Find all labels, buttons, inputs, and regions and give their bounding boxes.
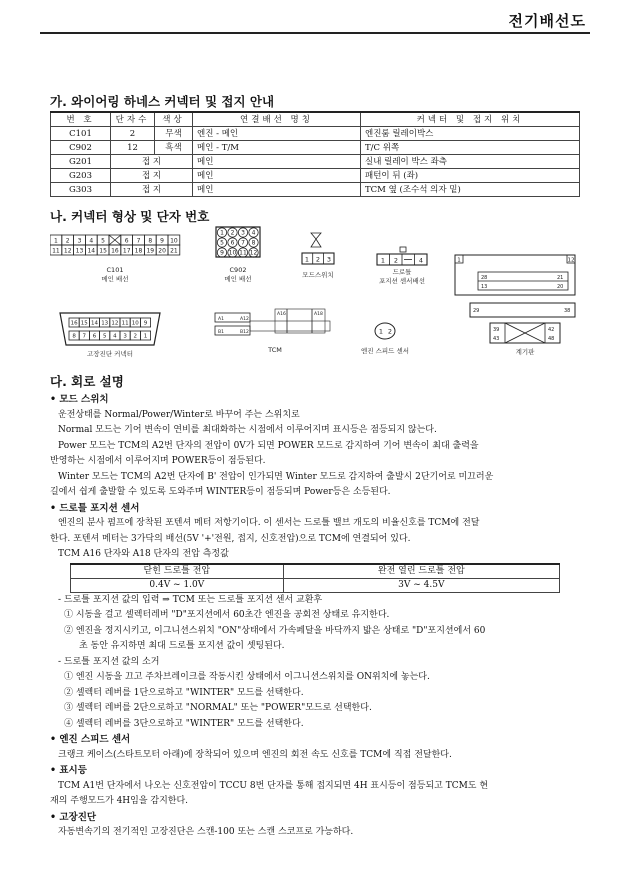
- tcm-pin: A12: [240, 317, 249, 322]
- tps-pin: 2: [393, 256, 399, 265]
- cell-color: 흑색: [155, 141, 193, 155]
- diag-pin: 2: [133, 333, 138, 340]
- cell-ground: 접 지: [111, 183, 193, 197]
- pcb-pin: 13: [481, 284, 488, 290]
- cell-number: G303: [51, 183, 111, 197]
- cell-ground: 접 지: [111, 155, 193, 169]
- table-row: [51, 141, 580, 155]
- cluster-pin: 38: [564, 308, 571, 314]
- cell-number: G201: [51, 155, 111, 169]
- throttle-heading: • 드로틀 포지션 센서: [50, 502, 140, 514]
- pcb-pin: 20: [557, 284, 564, 290]
- speed-pin: 1: [378, 327, 384, 336]
- c101-pin: 15: [99, 247, 107, 255]
- c101-pin: 1: [53, 237, 58, 245]
- paragraph-line: 크랭크 케이스(스타트모터 아래)에 장착되어 있으며 엔진의 회전 속도 신호를 TCM에 직접 전달한다.: [58, 749, 452, 760]
- tps-label: 드로틀: [392, 268, 412, 276]
- diag-pin: 3: [123, 333, 127, 340]
- cell-location: 실내 릴레이 박스 좌측: [361, 155, 580, 169]
- paragraph-line: 자동변속기의 전기적인 고장진단은 스캔-100 또는 스캔 스코프로 가능하다.: [58, 827, 354, 837]
- throttle-voltage-table: [70, 563, 560, 593]
- cluster-label: 계기판: [515, 348, 535, 356]
- tcm-pin: A16: [277, 312, 286, 317]
- cell-harness: 메인: [193, 155, 361, 169]
- cell-ground: 접 지: [111, 169, 193, 183]
- cell-location: T/C 위쪽: [361, 141, 580, 155]
- cluster-pin: 39: [493, 327, 500, 333]
- paragraph-line: 운전상태를 Normal/Power/Winter로 바꾸어 주는 스위치로: [58, 409, 300, 420]
- c101-pin: 8: [148, 237, 153, 245]
- mode-pin: 2: [315, 255, 321, 264]
- diag-pin: 13: [101, 320, 109, 327]
- cell-location: TCM 옆 (조수석 의자 밑): [361, 183, 580, 197]
- c902-pin: 5: [220, 239, 224, 247]
- c902-sublabel: 메인 배선: [224, 275, 252, 283]
- mode-pin: 3: [326, 255, 332, 264]
- indicator-heading: • 표시등: [50, 765, 87, 776]
- c101-pin: 13: [75, 247, 84, 255]
- connector-cluster-bottom: [470, 303, 575, 356]
- tcm-pin: B12: [240, 330, 249, 335]
- c902-pin: 4: [251, 229, 256, 237]
- cell-number: G203: [51, 169, 111, 183]
- c902-label: C902: [229, 266, 247, 274]
- connector-c101: [50, 235, 180, 283]
- c101-pin: 19: [146, 247, 155, 255]
- paragraph-line: ③ 셀렉터 레버를 2단으로하고 "NORMAL" 또는 "POWER"모드로 선택한다.: [64, 703, 372, 713]
- cell-pins: 2: [111, 127, 155, 141]
- diag-pin: 11: [121, 320, 129, 327]
- speed-pin: 2: [387, 327, 393, 336]
- mode-switch-label: 모드스위치: [302, 271, 334, 279]
- cell-location: 엔진룸 릴레이박스: [361, 127, 580, 141]
- paragraph-line: 초 동안 유지하면 최대 드로틀 포지션 값이 셋팅된다.: [79, 641, 285, 651]
- cluster-pin: 42: [548, 327, 555, 333]
- speed-sensor-label: 엔진 스피드 센서: [360, 347, 410, 355]
- paragraph-line: - 드로틀 포지션 값의 소거: [58, 656, 160, 667]
- tcm-label: TCM: [268, 346, 282, 354]
- c902-pin: 6: [230, 239, 235, 247]
- diag-pin: 4: [113, 333, 117, 340]
- paragraph-line: Power 모드는 TCM의 A2번 단자의 전압이 0V가 되면 POWER 모드로 감지하여 기어 변속이 최대 출력을: [58, 440, 479, 451]
- tcm-pin: A1: [218, 317, 224, 322]
- c902-pin: 8: [251, 239, 256, 247]
- col-color: 색상: [155, 112, 193, 127]
- tps-pin: 1: [380, 256, 386, 265]
- col-closed-voltage: 닫힌 드로틀 전압: [71, 564, 284, 579]
- diag-pin: 5: [102, 333, 107, 340]
- diag-pin: 14: [91, 320, 98, 327]
- diag-pin: 1: [143, 333, 148, 340]
- c101-pin: 6: [124, 237, 129, 245]
- section-ga-title: 가. 와이어링 하네스 커넥터 및 접지 안내: [50, 94, 275, 109]
- diag-label: 고장진단 커넥터: [86, 350, 134, 358]
- connector-throttle-sensor: [377, 247, 427, 285]
- c902-pin: 10: [228, 249, 237, 257]
- paragraph-line: ④ 셀렉터 레버를 3단으로하고 "WINTER" 모드를 선택한다.: [64, 718, 304, 729]
- paragraph-line: TCM A1번 단자에서 나오는 신호전압이 TCCU 8번 단자를 통해 접지되면 4H 표시등이 점등되고 TCM도 현: [58, 780, 489, 791]
- cell-harness: 메인 - T/M: [193, 141, 361, 155]
- c101-pin: 10: [170, 237, 178, 245]
- c101-pin: 20: [158, 247, 166, 255]
- col-location: 커넥터 및 접지 위치: [361, 112, 580, 127]
- c101-pin: 9: [160, 237, 165, 245]
- table-header-row: [51, 112, 580, 127]
- pcb-pin: 21: [557, 275, 564, 281]
- c101-pin: 5: [101, 237, 106, 245]
- table-row: [71, 578, 560, 592]
- c101-pin: 14: [87, 247, 96, 255]
- cell-location: 패턴이 뒤 (좌): [361, 169, 580, 183]
- paragraph-line: 반영하는 시점에서 이루어지며 POWER등이 점등된다.: [50, 456, 266, 466]
- diagnosis-heading: • 고장진단: [50, 811, 97, 823]
- c101-pin: 16: [111, 247, 119, 255]
- c902-pin: 3: [241, 229, 245, 237]
- c902-pin: 12: [249, 249, 258, 257]
- c902-pin: 11: [239, 249, 247, 257]
- diag-pin: 12: [111, 320, 119, 327]
- connector-cluster-top: [455, 255, 575, 295]
- closed-voltage-value: 0.4V ~ 1.0V: [71, 578, 284, 592]
- c902-pin: 7: [241, 239, 245, 247]
- c101-pin: 12: [63, 247, 72, 255]
- cell-pins: 12: [111, 141, 155, 155]
- connector-speed-sensor: [361, 323, 409, 355]
- c902-pin: 2: [230, 229, 235, 237]
- paragraph-line: TCM A16 단자와 A18 단자의 전압 측정값: [58, 549, 229, 559]
- diag-pin: 15: [80, 320, 88, 327]
- table-row: [51, 183, 580, 197]
- paragraph-line: 엔진의 분사 펌프에 장착된 포텐셔 메터 저항기이다. 이 센서는 드로틀 밸브 개도의 비율신호를 TCM에 전달: [58, 518, 480, 528]
- circuit-description: [50, 392, 580, 841]
- diag-pin: 9: [143, 320, 148, 327]
- pcb-pin: 28: [481, 275, 488, 281]
- col-harness-name: 연결배선 명칭: [193, 112, 361, 127]
- page-header-title: 전기배선도: [508, 12, 586, 30]
- pcb-pin: 1: [457, 257, 461, 264]
- col-number: 번 호: [51, 112, 111, 127]
- diag-pin: 10: [131, 320, 139, 327]
- cluster-pin: 29: [473, 308, 480, 314]
- open-voltage-value: 3V ~ 4.5V: [283, 578, 559, 592]
- connector-diagrams: [50, 225, 580, 365]
- table-row: [51, 169, 580, 183]
- cell-harness: 메인: [193, 183, 361, 197]
- paragraph-line: 길에서 쉽게 출발할 수 있도록 도와주며 WINTER등이 점등되며 Power등은 소등된다.: [50, 487, 391, 497]
- tps-pin: 4: [418, 256, 424, 265]
- cell-number: C101: [51, 127, 111, 141]
- mode-switch-heading: • 모드 스위치: [50, 394, 109, 405]
- diag-pin: 16: [70, 320, 78, 327]
- c101-label: C101: [106, 266, 124, 274]
- header-rule: [40, 32, 590, 34]
- diag-pin: 8: [72, 333, 76, 340]
- paragraph-line: 재의 주행모드가 4H임을 감지한다.: [50, 796, 189, 806]
- c101-pin: 2: [65, 237, 70, 245]
- diag-pin: 6: [92, 333, 97, 340]
- col-open-voltage: 완전 열린 드로틀 전압: [283, 564, 559, 579]
- cell-harness: 메인: [193, 169, 361, 183]
- paragraph-line: ② 셀렉터 레버를 1단으로하고 "WINTER" 모드를 선택한다.: [64, 687, 304, 698]
- paragraph-line: - 드로틀 포지션 값의 입력 ⇒ TCM 또는 드로틀 포지션 센서 교환후: [58, 594, 323, 605]
- tps-sublabel: 포지션 센서배선: [378, 277, 426, 285]
- engine-speed-heading: • 엔진 스피드 센서: [50, 734, 131, 745]
- connector-c902: [216, 227, 260, 283]
- connector-diagnostic: [60, 313, 160, 358]
- c101-pin: 17: [122, 247, 131, 255]
- table-row: [51, 127, 580, 141]
- paragraph-line: ① 시동을 걸고 셀렉터레버 "D"포지션에서 60초간 엔진을 공회전 상태로 유지한다.: [64, 610, 390, 620]
- cluster-pin: 48: [548, 336, 555, 342]
- c101-pin: 21: [170, 247, 178, 255]
- pcb-pin: 12: [567, 257, 575, 264]
- c101-pin: 11: [52, 247, 60, 255]
- c101-pin: 18: [134, 247, 143, 255]
- cell-number: C902: [51, 141, 111, 155]
- c101-pin: 3: [77, 237, 82, 245]
- c101-pin: 4: [89, 237, 94, 245]
- c101-pin: 7: [136, 237, 141, 245]
- col-pins: 단자수: [111, 112, 155, 127]
- paragraph-line: 한다. 포텐셔 메터는 3가닥의 배선(5V '+'전원, 접지, 신호전압)으로 TCM에 연결되어 있다.: [50, 533, 411, 544]
- tcm-pin: B1: [218, 330, 224, 335]
- connector-mode-switch: [302, 233, 334, 279]
- section-na-title: 나. 커넥터 형상 및 단자 번호: [50, 209, 210, 224]
- connector-tcm: [215, 309, 330, 354]
- paragraph-line: ② 엔진을 정지시키고, 이그니션스위치 "ON"상태에서 가속페달을 바닥까지 밟은 상태로 "D"포지션에서 60: [64, 625, 486, 636]
- c902-pin: 9: [220, 249, 224, 257]
- mode-pin: 1: [304, 255, 310, 264]
- paragraph-line: Normal 모드는 기어 변속이 연비를 최대화하는 시점에서 이루어지며 표시등은 점등되지 않는다.: [58, 425, 437, 435]
- cell-harness: 엔진 - 메인: [193, 127, 361, 141]
- cluster-pin: 43: [493, 336, 500, 342]
- diag-pin: 7: [82, 333, 87, 340]
- c101-sublabel: 메인 배선: [101, 275, 129, 283]
- tcm-pin: A18: [314, 312, 323, 317]
- wiring-connector-table: [50, 111, 580, 197]
- section-da-title: 다. 회로 설명: [50, 374, 124, 389]
- table-row: [51, 155, 580, 169]
- paragraph-line: ① 엔진 시동을 끄고 주차브레이크를 작동시킨 상태에서 이그니션스위치를 ON위치에 놓는다.: [64, 672, 430, 682]
- cell-color: 무색: [155, 127, 193, 141]
- c902-pin: 1: [220, 229, 224, 237]
- paragraph-line: Winter 모드는 TCM의 A2번 단자에 B' 전압이 인가되면 Winter 모드로 감지하여 출발시 2단기어로 미끄러운: [58, 471, 494, 482]
